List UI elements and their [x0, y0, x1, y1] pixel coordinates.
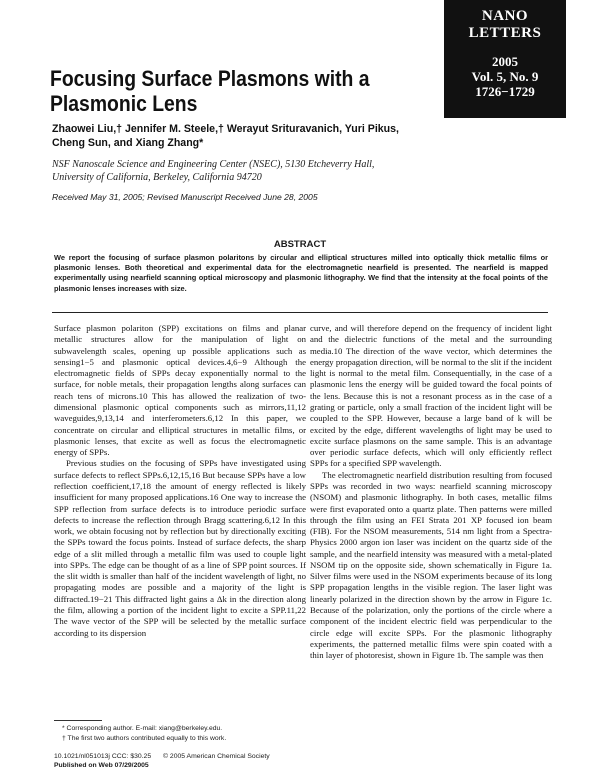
received-dates: Received May 31, 2005; Revised Manuscript Received June 28, 2005: [52, 192, 318, 202]
published-date: Published on Web 07/29/2005: [54, 762, 149, 769]
paper-title: [50, 66, 393, 116]
copyright-notice: © 2005 American Chemical Society: [163, 753, 270, 760]
footnote-corresponding-author: * Corresponding author. E-mail: xiang@berkeley.edu.: [62, 725, 223, 732]
journal-name: [444, 8, 566, 42]
abstract-divider: [52, 312, 548, 313]
footnote-equal-contribution: † The first two authors contributed equally to this work.: [62, 734, 227, 742]
doi-ccc: 10.1021/nl051013j CCC: $30.25: [54, 753, 152, 760]
paper-title-line2: Plasmonic Lens: [50, 91, 198, 116]
paragraph-nearfield-methods: The electromagnetic nearfield distribution resulting from focused SPPs was recorded in two ways: nearfield scanning microscopy (NSOM) and plasmonic lithography. In both cases, metallic films were first evaporated onto a quartz plate. Then patterns were milled through the film using an FEI Strata 201 XP focused ion beam (FIB). For the NSOM measurements, 514 nm light from a Spectra-Physics 2000 argon ion laser was incident on the quartz side of the sample, and the nearfield intensity was measured with a metal-plated NSOM tip on the opposite side, shown schematically in Figure 1a. Silver films were used in the NSOM experiments because of its long SPP propagation lengths in the visible region. The laser light was linearly polarized in the direction shown by the arrow in Figure 1c. Because of the polarization, only the portions of the circle where a component of the incident electric field was perpendicular to the circle edge will excite SPPs. For the plasmonic lithography experiments, the patterned metallic films were spin coated with a thin layer of photoresist, shown in Figure 1b. The sample was then: [310, 469, 552, 661]
journal-name-line1: NANO: [481, 8, 529, 24]
journal-volume: Vol. 5, No. 9: [471, 69, 539, 84]
affiliation-line1: NSF Nanoscale Science and Engineering Center (NSEC), 5130 Etcheverry Hall,: [52, 159, 375, 170]
paragraph-intro: Surface plasmon polariton (SPP) excitations on films and planar metallic structures allow for the manipulation of light on subwavelength scales, opening up possible applications such as sensing1−5 and plasmonic optical devices.4,6−9 Although the electromagnetic fields of SPPs decay exponentially normal to the surface, for noble metals, their propagation lengths along surfaces can reach tens of microns.10 This has allowed the realization of two-dimensional plasmonic optical components such as mirrors,11,12 waveguides,9,13,14 and interferometers.6,12 In this paper, we concentrate on circular and elliptical structures in metallic films, or plasmonic lenses, that excite as well as focus the electromagnetic energy of SPPs.: [54, 323, 306, 458]
publication-info: [54, 752, 314, 770]
affiliation: [52, 158, 472, 184]
author-list-line1: Zhaowei Liu,† Jennifer M. Steele,† Werayut Srituravanich, Yuri Pikus,: [52, 123, 399, 135]
publication-info-line: [54, 752, 314, 761]
journal-issue-info: [444, 54, 566, 99]
abstract-text: We report the focusing of surface plasmon polaritons by circular and elliptical structures milled into optically thick metallic films or plasmonic lenses. Both theoretical and experimental data for the electromagnetic nearfield is presented. The nearfield is mapped experimentally using nearfield scanning optical microscopy and plasmonic lithography. We find that the intensity at the focal points of the plasmonic lenses increases with size.: [54, 253, 548, 293]
paragraph-dispersion: curve, and will therefore depend on the frequency of incident light and the dielectric functions of the metal and the surrounding media.10 The direction of the wave vector, which determines the energy propagation direction, will be normal to the slit if the incident light is normal to the metal film. Consequentially, in the case of a plasmonic lens the energy will be guided toward the focal points of the lens. Because this is not a resonant process as in the case of a grating or particle, only a small fraction of the incident light will be coupled to the SPP. However, because a large band of k will be excited by the edge, different wavelengths of light may be used to excite surface plasmons on the same sample. This is an advantage over periodic surface defects, which will only efficiently reflect SPPs for a specified SPP wavelength.: [310, 323, 552, 469]
footnote-divider: [54, 720, 102, 721]
abstract-heading: ABSTRACT: [273, 239, 327, 250]
author-list: [52, 122, 512, 150]
journal-pages: 1726−1729: [475, 84, 535, 99]
body-column-left: [54, 323, 306, 639]
journal-year: 2005: [492, 54, 518, 69]
body-column-right: [310, 323, 552, 661]
journal-masthead: [444, 0, 566, 118]
author-list-line2: Cheng Sun, and Xiang Zhang*: [52, 137, 204, 149]
affiliation-line2: University of California, Berkeley, California 94720: [52, 172, 262, 183]
journal-name-line2: LETTERS: [468, 25, 542, 41]
footnotes: [54, 724, 304, 743]
paragraph-previous-studies: Previous studies on the focusing of SPPs have investigated using surface defects to reflect SPPs.6,12,15,16 But because SPPs have a low reflection coefficient,17,18 the amount of energy reflected is likely insufficient for many proposed applications.16 One way to increase the SPP reflection from surface defects is to introduce periodic surface defects to increase the reflection through Bragg scattering.6,12 In this work, we obtain focusing not by reflection but by directionally exciting the SPPs toward the focus points. Instead of surface defects, the sharp edge of a slit milled through a metallic film was used to couple light into SPPs. The edge can be thought of as a line of SPP point sources. If the slit width is smaller than half of the incident wavelength of light, no propagating modes are possible and a majority of the light is diffracted.19−21 This diffracted light gains a Δk in the direction along the film, allowing a portion of the incident light to excite a SPP.11,22 The wave vector of the SPP will be selected by the metallic surface according to its dispersion: [54, 458, 306, 638]
paper-title-line1: Focusing Surface Plasmons with a: [50, 66, 370, 91]
